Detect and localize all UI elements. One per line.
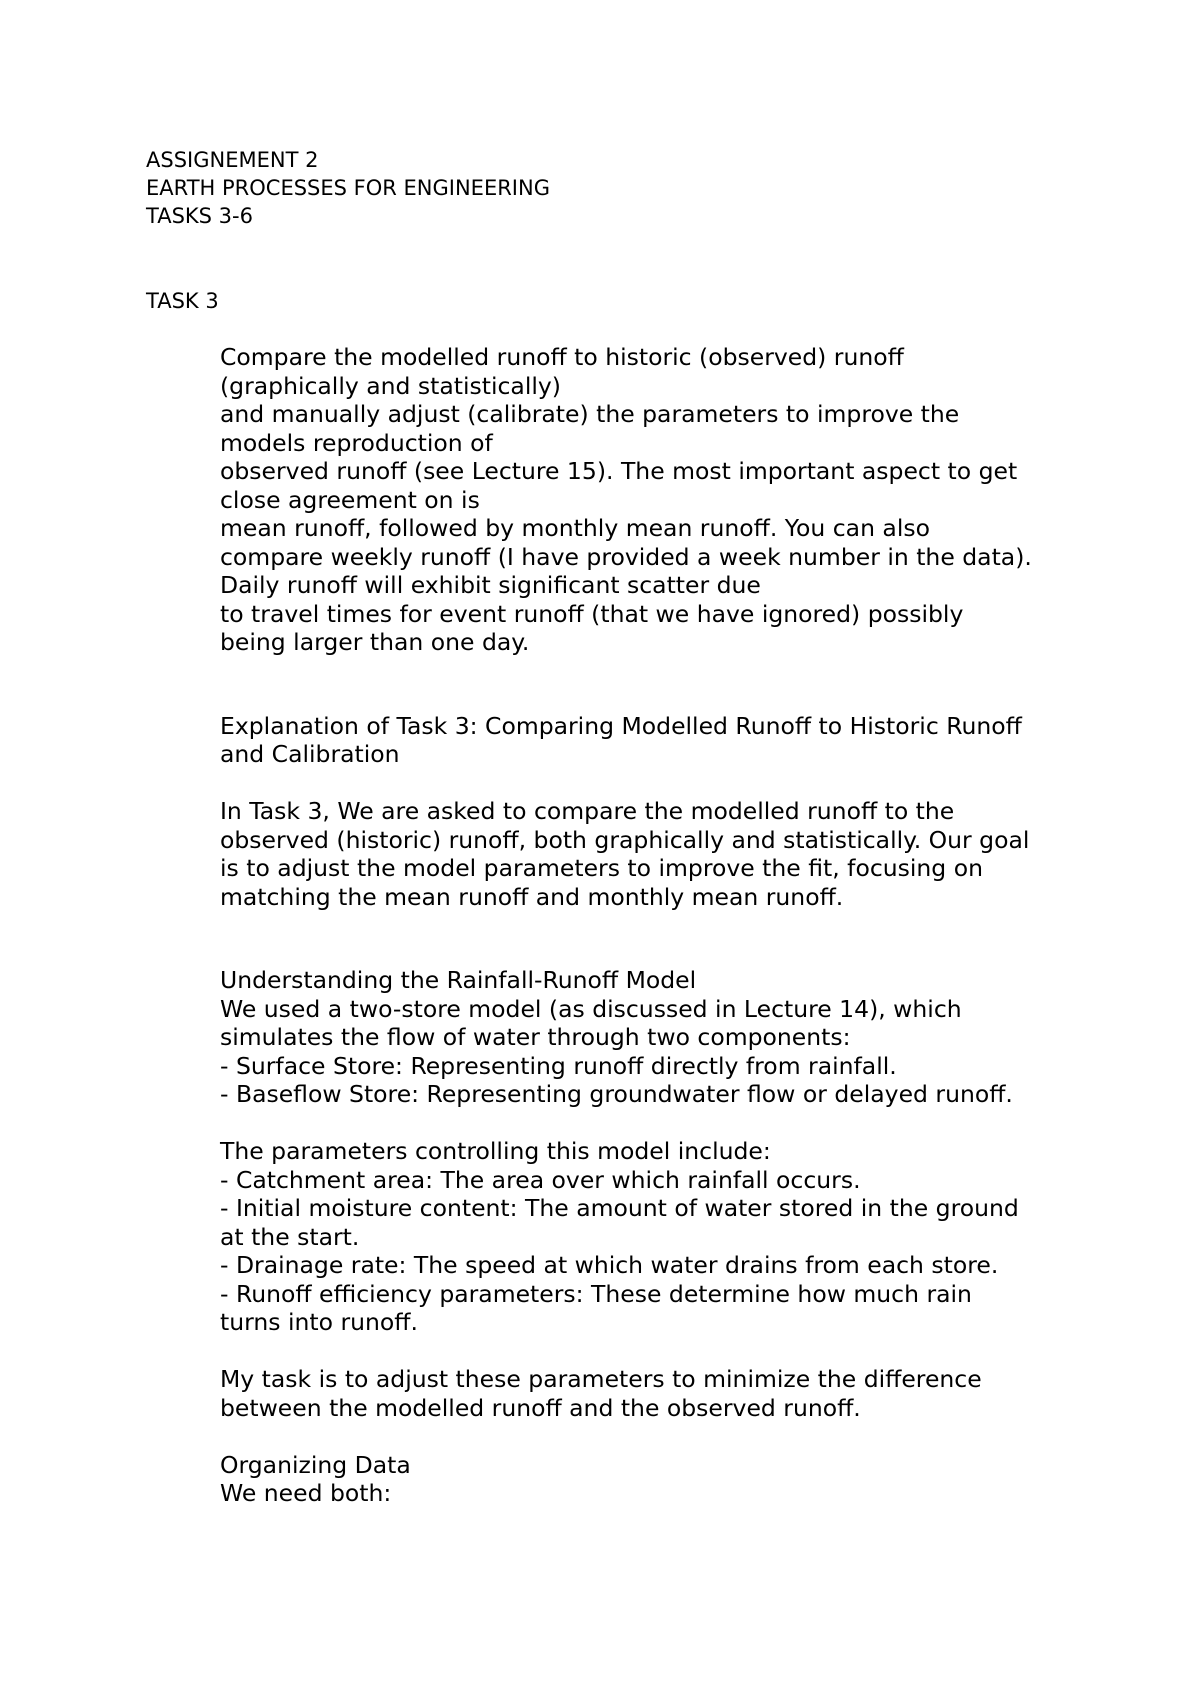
explanation-paragraph (220, 797, 1100, 911)
course-title: EARTH PROCESSES FOR ENGINEERING (146, 176, 550, 200)
section-heading: Organizing Data (220, 1450, 411, 1479)
section-heading: Understanding the Rainfall-Runoff Model (220, 966, 697, 994)
text-line: (graphically and statistically) (220, 371, 561, 400)
text-line: close agreement on is (220, 485, 480, 514)
list-item: - Initial moisture content: The amount of water stored in the ground (220, 1194, 1019, 1222)
list-item: - Runoff efficiency parameters: These determine how much rain (220, 1279, 972, 1308)
text-line: observed (historic) runoff, both graphically and statistically. Our goal (220, 825, 1030, 854)
list-item: - Baseflow Store: Representing groundwater flow or delayed runoff. (220, 1080, 1013, 1108)
list-item: - Catchment area: The area over which rainfall occurs. (220, 1165, 861, 1194)
spacer (220, 769, 1100, 798)
model-section (220, 966, 1100, 1109)
text-line: Explanation of Task 3: Comparing Modelled Runoff to Historic Runoff (220, 711, 1022, 740)
text-line: In Task 3, We are asked to compare the modelled runoff to the (220, 797, 955, 825)
spacer (220, 1422, 1100, 1451)
text-line: The parameters controlling this model include: (220, 1137, 771, 1165)
text-line: We used a two-store model (as discussed in Lecture 14), which (220, 994, 962, 1023)
text-line: turns into runoff. (220, 1308, 418, 1336)
text-line: at the start. (220, 1222, 360, 1251)
explanation-title (220, 712, 1100, 769)
task-statement (220, 343, 1100, 657)
document-header (146, 146, 550, 230)
text-line: models reproduction of (220, 428, 493, 457)
text-line: to travel times for event runoff (that we have ignored) possibly (220, 599, 964, 628)
text-line: matching the mean runoff and monthly mean runoff. (220, 882, 844, 911)
text-line: mean runoff, followed by monthly mean runoff. You can also (220, 514, 930, 542)
text-line: being larger than one day. (220, 628, 530, 656)
text-line: and manually adjust (calibrate) the parameters to improve the (220, 400, 960, 428)
spacer (220, 1109, 1100, 1138)
text-line: simulates the flow of water through two components: (220, 1023, 851, 1051)
text-line: Daily runoff will exhibit significant scatter due (220, 571, 761, 599)
task-heading: TASK 3 (146, 289, 219, 313)
organizing-section (220, 1451, 1100, 1508)
text-line: between the modelled runoff and the observed runoff. (220, 1393, 861, 1422)
text-line: observed runoff (see Lecture 15). The most important aspect to get (220, 457, 1018, 485)
parameters-section (220, 1137, 1100, 1337)
tasks-range: TASKS 3-6 (146, 204, 253, 228)
spacer (220, 657, 1100, 712)
text-line: compare weekly runoff (I have provided a week number in the data). (220, 542, 1032, 571)
list-item: - Surface Store: Representing runoff directly from rainfall. (220, 1051, 897, 1080)
my-task-paragraph (220, 1365, 1100, 1422)
text-line: We need both: (220, 1479, 392, 1507)
assignment-title: ASSIGNEMENT 2 (146, 148, 319, 172)
spacer (220, 1337, 1100, 1366)
text-line: and Calibration (220, 740, 400, 768)
text-line: Compare the modelled runoff to historic (observed) runoff (220, 343, 904, 371)
spacer (220, 911, 1100, 966)
text-line: My task is to adjust these parameters to minimize the difference (220, 1365, 982, 1393)
document-body (220, 343, 1100, 1508)
text-line: is to adjust the model parameters to improve the fit, focusing on (220, 854, 983, 882)
list-item: - Drainage rate: The speed at which water drains from each store. (220, 1251, 999, 1279)
